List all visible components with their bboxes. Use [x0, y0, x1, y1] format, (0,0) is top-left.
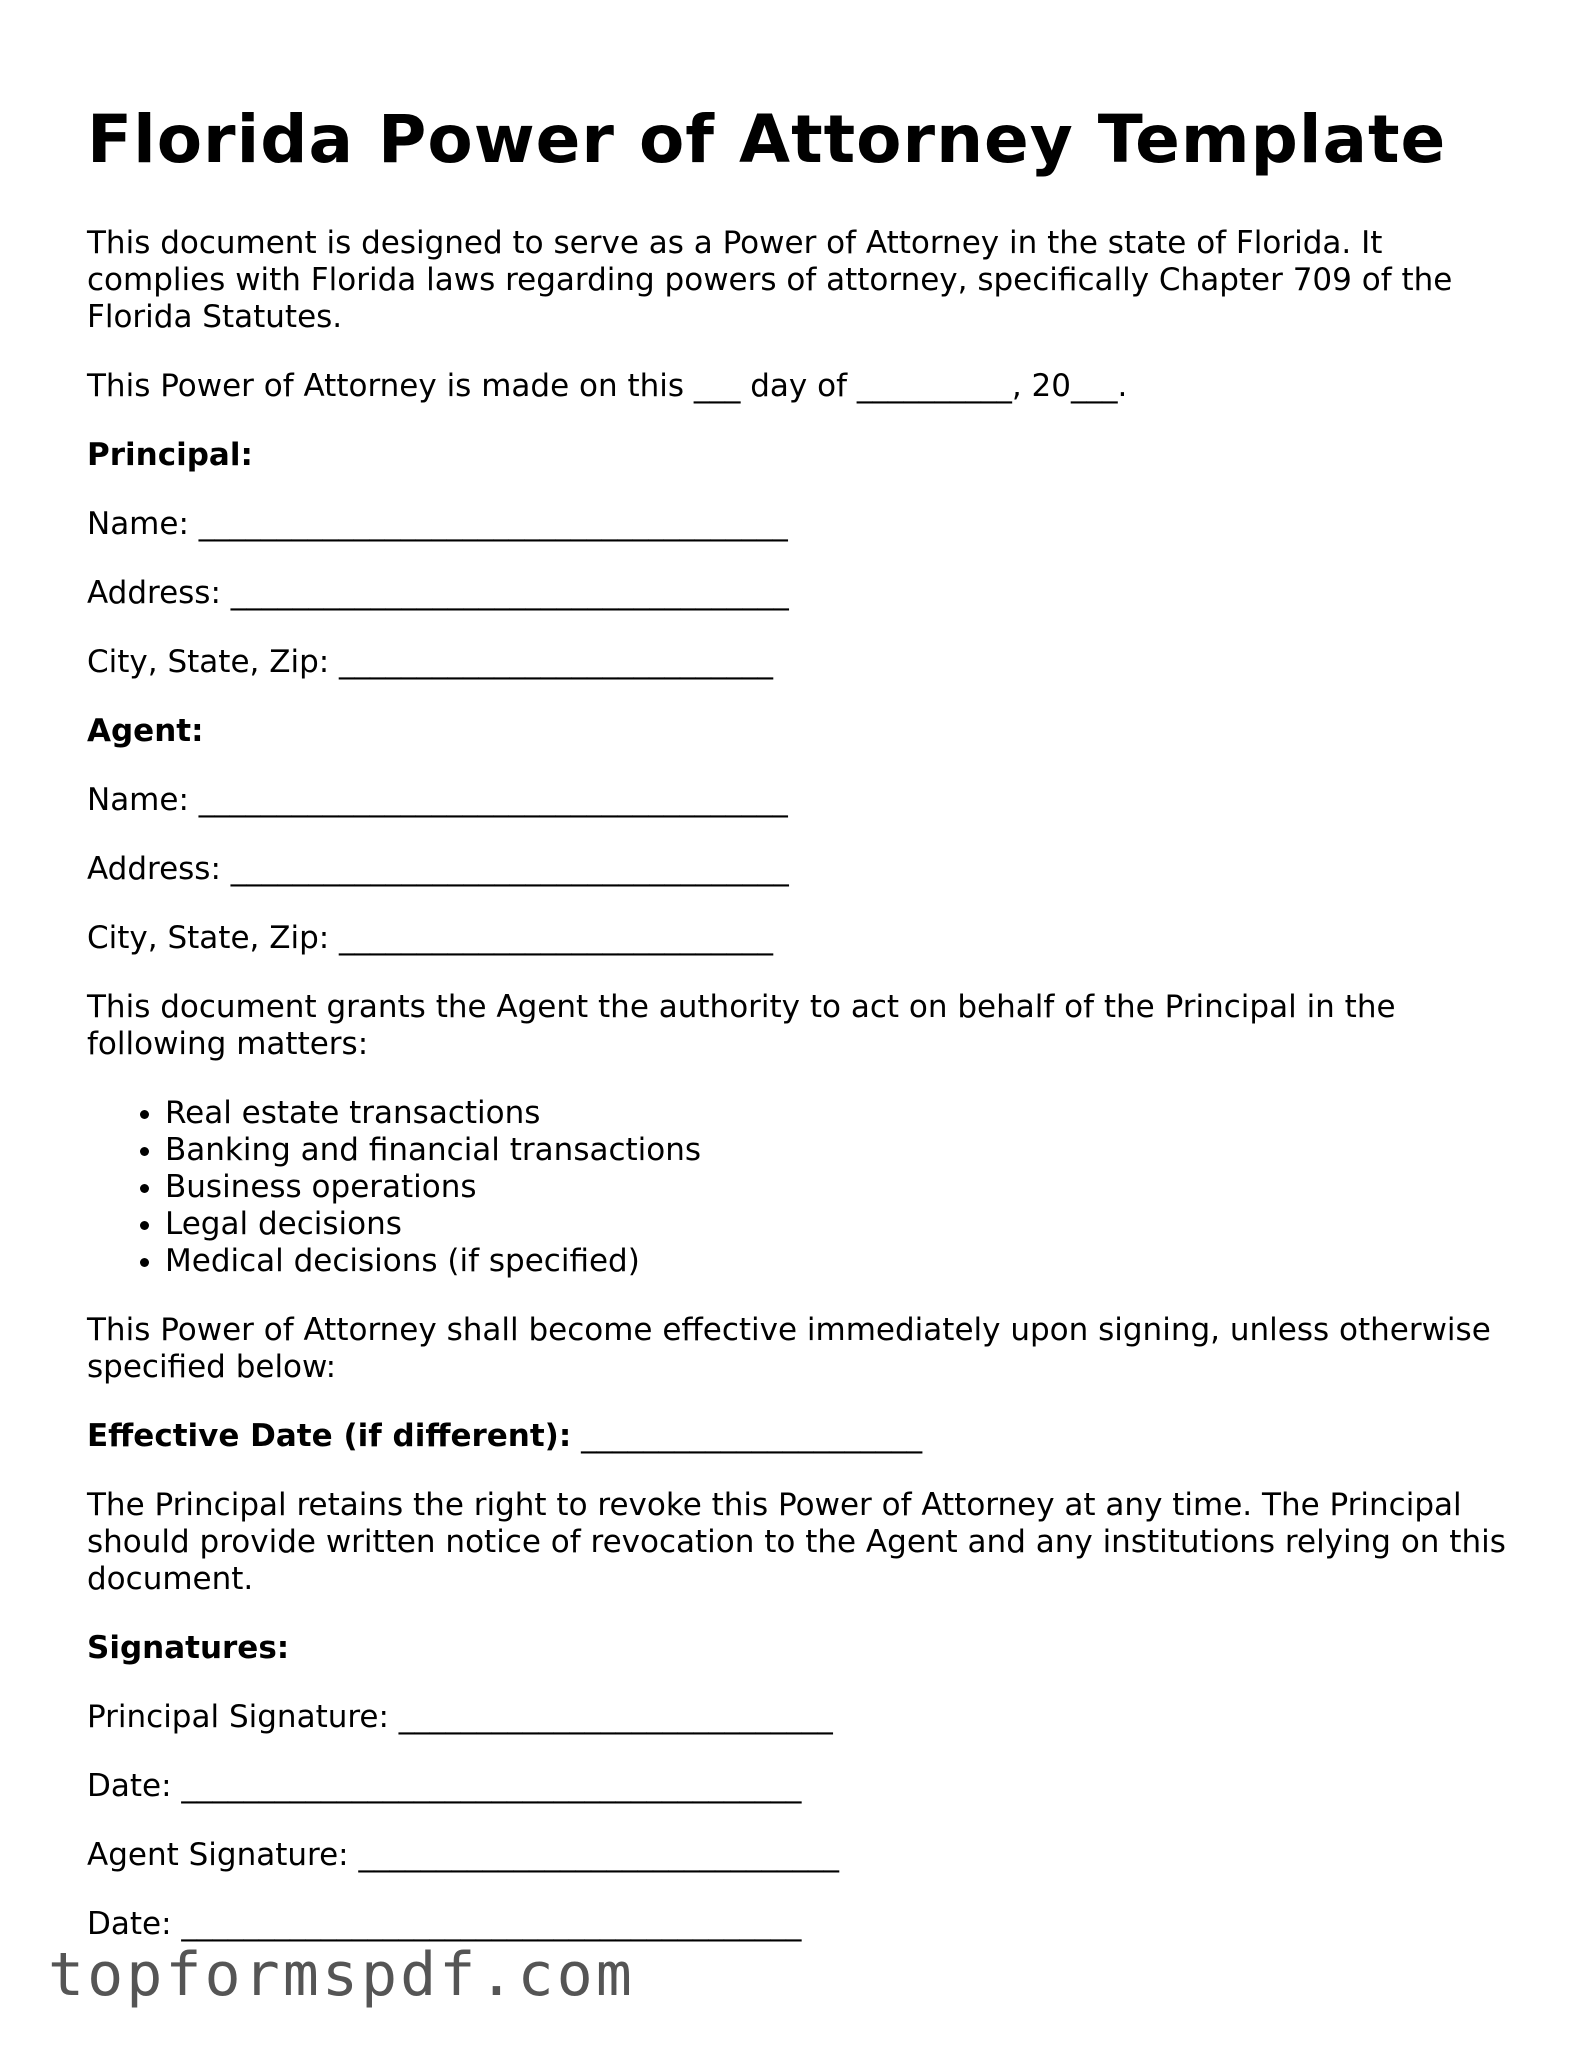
principal-date-field: Date: ________________________________________: [87, 1768, 802, 1805]
effective-date-label: Effective Date (if different):: [87, 1418, 572, 1455]
effective-date-blank: ______________________: [581, 1418, 923, 1455]
made-on-line: This Power of Attorney is made on this ___ day of __________, 20___.: [87, 368, 1128, 405]
agent-city-field: City, State, Zip: ____________________________: [87, 920, 774, 957]
list-item: • Business operations: [165, 1169, 1517, 1206]
principal-signature-field: Principal Signature: ____________________________: [87, 1699, 833, 1736]
effective-paragraph: This Power of Attorney shall become effective immediately upon signing, unless otherwise specified below:: [87, 1312, 1491, 1386]
principal-heading: Principal:: [87, 437, 253, 474]
list-item: • Real estate transactions: [165, 1095, 1517, 1132]
revoke-paragraph: The Principal retains the right to revoke this Power of Attorney at any time. The Principal should provide written notice of revocation to the Agent and any institutions relying on this document.: [87, 1487, 1506, 1598]
agent-address-field: Address: ____________________________________: [87, 851, 789, 888]
agent-signature-field: Agent Signature: _______________________________: [87, 1837, 839, 1874]
watermark: topformspdf.com: [48, 1940, 635, 2010]
list-item: • Legal decisions: [165, 1206, 1517, 1243]
agent-heading: Agent:: [87, 713, 204, 750]
document-page: [87, 100, 1517, 1975]
principal-city-field: City, State, Zip: ____________________________: [87, 644, 774, 681]
intro-paragraph: This document is designed to serve as a Power of Attorney in the state of Florida. It complies with Florida laws regarding powers of attorney, specifically Chapter 709 of the Florida Statutes.: [87, 225, 1453, 336]
principal-address-field: Address: ____________________________________: [87, 575, 789, 612]
page-title: Florida Power of Attorney Template: [87, 101, 1447, 178]
list-item: • Banking and financial transactions: [165, 1132, 1517, 1169]
effective-date-field: [87, 1418, 1517, 1455]
agent-name-field: Name: ______________________________________: [87, 782, 788, 819]
list-item: • Medical decisions (if specified): [165, 1243, 1517, 1280]
matters-list: [87, 1095, 1517, 1280]
grants-paragraph: This document grants the Agent the authority to act on behalf of the Principal in the following matters:: [87, 989, 1396, 1063]
agent-date-field: Date: ________________________________________: [87, 1906, 802, 1943]
principal-name-field: Name: ______________________________________: [87, 506, 788, 543]
signatures-heading: Signatures:: [87, 1630, 290, 1667]
